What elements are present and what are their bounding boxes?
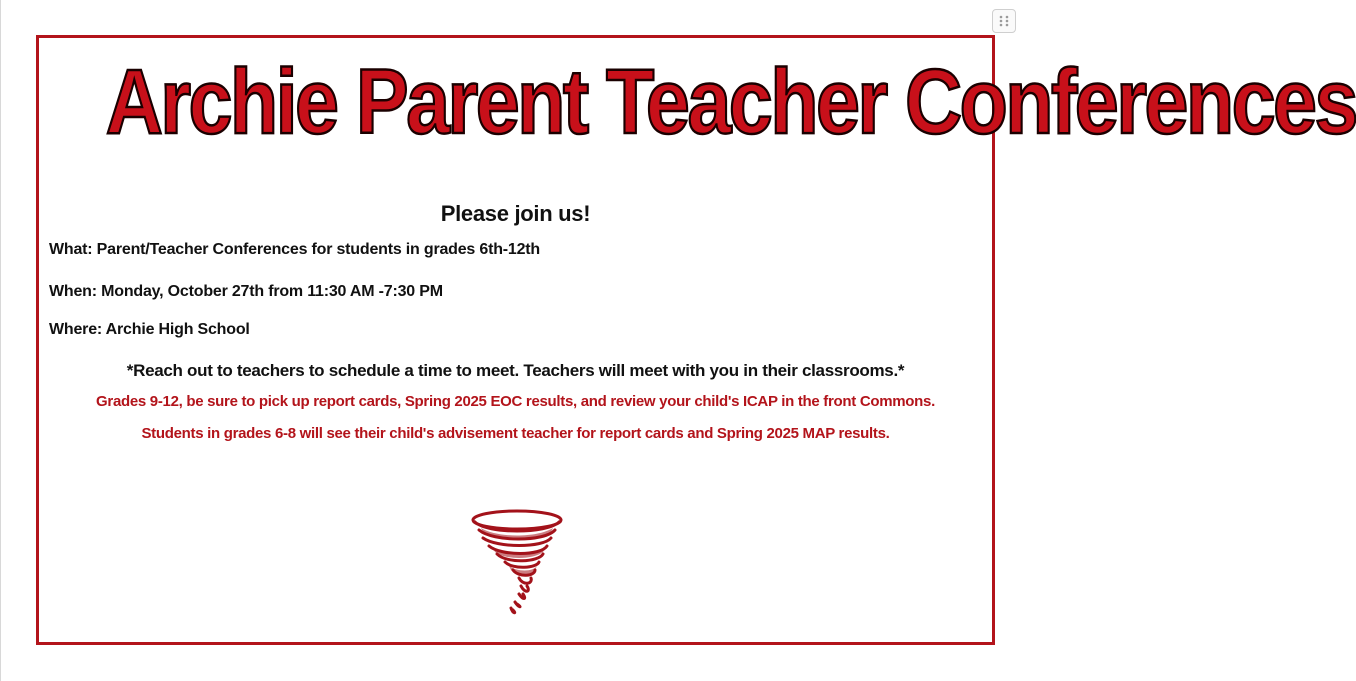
drag-handle-icon[interactable] [992,9,1016,33]
grades-9-12-note: Grades 9-12, be sure to pick up report cards, Spring 2025 EOC results, and review your child's ICAP in the front Commons. [96,393,935,410]
detail-what: What: Parent/Teacher Conferences for students in grades 6th-12th [49,241,541,258]
detail-where: Where: Archie High School [49,321,250,338]
flyer-frame [36,35,1356,645]
grades-6-8-note: Students in grades 6-8 will see their child's advisement teacher for report cards and Spring 2025 MAP results. [141,425,890,442]
detail-when: When: Monday, October 27th from 11:30 AM -7:30 PM [49,283,443,300]
flyer-title: Archie Parent Teacher Conferences [105,51,1356,153]
schedule-note: *Reach out to teachers to schedule a time to meet. Teachers will meet with you in their classrooms.* [126,361,905,380]
tornado-icon [467,508,567,618]
flyer-subheading: Please join us! [440,201,591,226]
page-edge-rule [0,0,1,681]
